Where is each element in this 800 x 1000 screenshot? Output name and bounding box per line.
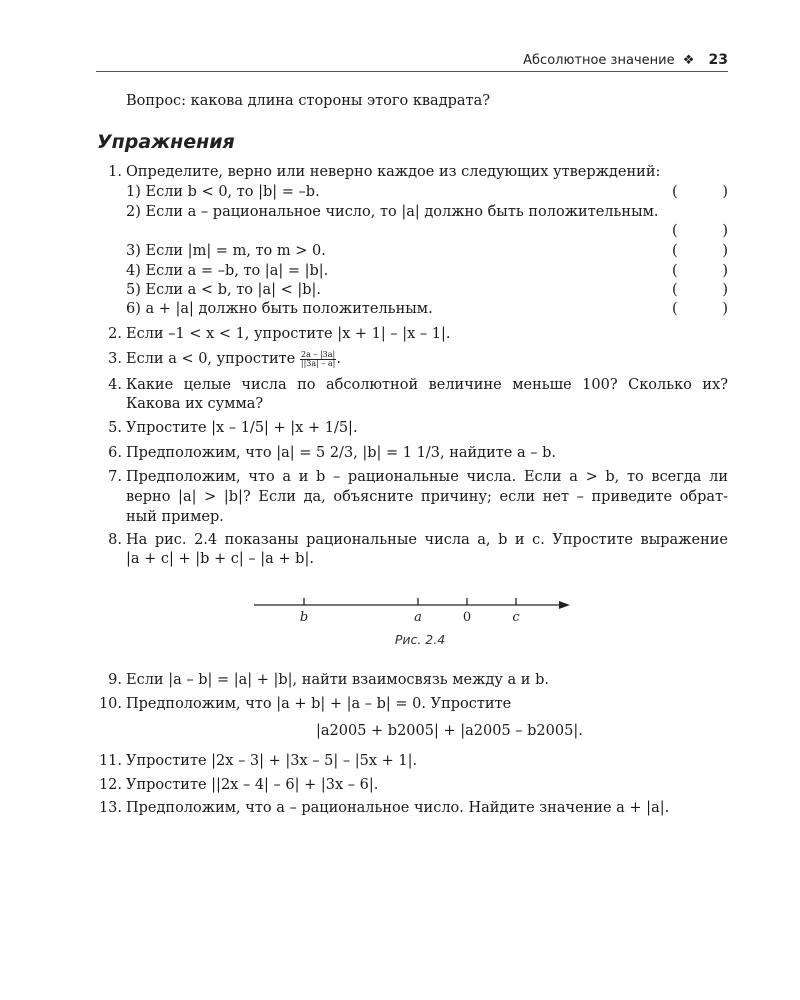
exercise-7-line-2: верно |a| > |b|? Если да, объясните причину; если нет – приведите обрат- <box>126 489 728 505</box>
exercise-7-line-1: Предположим, что a и b – рациональные числа. Если a > b, то всегда ли <box>126 469 728 485</box>
exercise-number: 3. <box>108 351 122 367</box>
exercise-3-text: Если a < 0, упростите $\frac{2a - |3a|}{||3a| - a|}$ . <box>126 349 341 368</box>
exercise-9-text: Если |a – b| = |a| + |b|, найти взаимосвязь между a и b. <box>126 672 549 688</box>
exercise-number: 10. <box>98 696 122 712</box>
exercise-11-text: Упростите |2x – 3| + |3x – 5| – |5x + 1|. <box>126 753 418 769</box>
exercise-4-line-1: Какие целые числа по абсолютной величине меньше 100? Сколько их? <box>126 377 728 393</box>
statement-3: 3) Если |m| = m, то m > 0. <box>126 243 326 259</box>
exercise-7-line-3: ный пример. <box>126 509 224 525</box>
exercise-number: 9. <box>108 672 122 688</box>
exercise-number: 2. <box>108 326 122 342</box>
number-line-figure <box>250 592 580 628</box>
exercise-number: 7. <box>108 469 122 485</box>
fraction-numerator: 2a – |3a| <box>301 349 336 359</box>
exercise-3-lead: Если a < 0, упростите <box>126 351 296 367</box>
statement-1: 1) Если b < 0, то |b| = –b. <box>126 184 320 200</box>
exercise-4-line-2: Какова их сумма? <box>126 396 264 412</box>
label-zero: 0 <box>462 610 472 625</box>
exercise-number: 1. <box>108 164 122 180</box>
statement-2: 2) Если a – рациональное число, то |a| должно быть положительным. <box>126 204 659 220</box>
running-header <box>96 52 728 72</box>
exercise-5-text: Упростите |x – 1/5| + |x + 1/5|. <box>126 420 358 436</box>
exercise-number: 5. <box>108 420 122 436</box>
fraction-denominator: ||3a| – a| <box>300 358 336 368</box>
exercise-13-text: Предположим, что a – рациональное число. Найдите значение a + |a|. <box>126 800 670 816</box>
arrow-head-icon <box>559 601 570 609</box>
statement-6: 6) a + |a| должно быть положительным. <box>126 301 433 317</box>
statement-5: 5) Если a < b, то |a| < |b|. <box>126 282 321 298</box>
exercise-number: 13. <box>98 800 122 816</box>
figure-caption: Рис. 2.4 <box>394 632 446 647</box>
label-b: b <box>299 610 309 625</box>
statement-4: 4) Если a = –b, то |a| = |b|. <box>126 263 329 279</box>
intro-question: Вопрос: какова длина стороны этого квадрата? <box>126 93 490 109</box>
exercise-10-text: Предположим, что |a + b| + |a – b| = 0. Упростите <box>126 696 512 712</box>
exercise-12-text: Упростите ||2x – 4| – 6| + |3x – 6|. <box>126 777 379 793</box>
exercise-number: 11. <box>98 753 122 769</box>
exercise-8-line-1: На рис. 2.4 показаны рациональные числа a, b и c. Упростите выражение <box>126 532 728 548</box>
section-title: Упражнения <box>97 131 235 153</box>
exercise-number: 12. <box>98 777 122 793</box>
exercise-number: 6. <box>108 445 122 461</box>
exercise-6-text: Предположим, что |a| = 5 2/3, |b| = 1 1/3, найдите a – b. <box>126 445 556 461</box>
exercise-1-text: Определите, верно или неверно каждое из следующих утверждений: <box>126 164 661 180</box>
page-number: 23 <box>708 52 728 68</box>
label-c: c <box>512 610 520 625</box>
exercise-number: 4. <box>108 377 122 393</box>
exercise-8-line-2: |a + c| + |b + c| – |a + b|. <box>126 551 314 567</box>
fraction <box>300 351 337 368</box>
header-title: Абсолютное значение <box>523 53 675 68</box>
exercise-10-formula: |a2005 + b2005| + |a2005 – b2005|. <box>316 723 583 739</box>
label-a: a <box>414 610 422 625</box>
exercise-2-text: Если –1 < x < 1, упростите |x + 1| – |x – 1|. <box>126 326 451 342</box>
exercise-number: 8. <box>108 532 122 548</box>
header-rule <box>96 71 728 72</box>
ornament-icon: ❖ <box>682 53 695 68</box>
